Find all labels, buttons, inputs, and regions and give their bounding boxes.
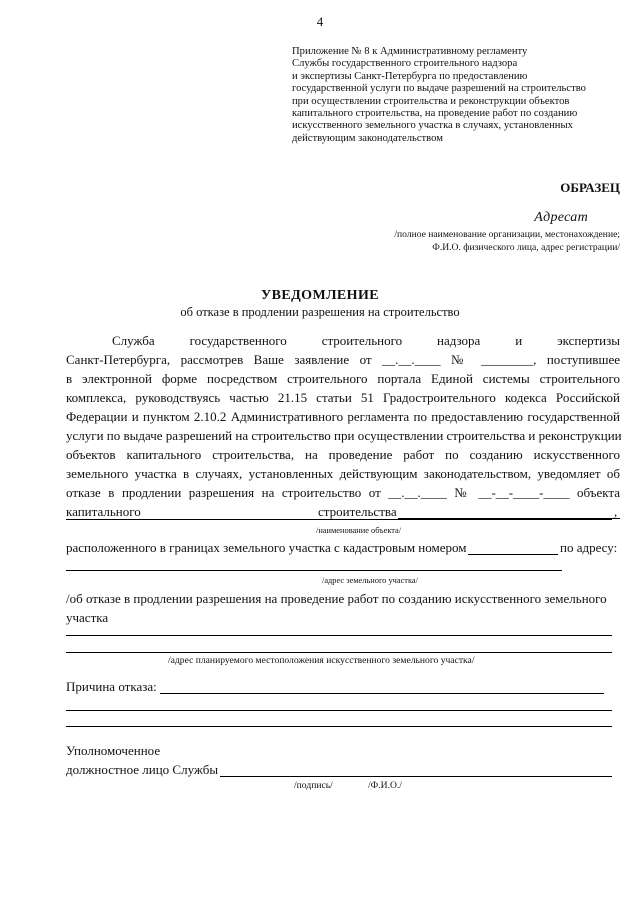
document-subtitle: об отказе в продлении разрешения на строительство — [180, 305, 460, 319]
addressee-note — [394, 229, 620, 254]
artificial-line: участка — [66, 610, 109, 625]
artificial-line: /об отказе в продлении разрешения на проведение работ по созданию искусственного земельного — [66, 591, 607, 606]
body-line: земельного участка в случаях, установленных действующим законодательством, уведомляет об — [66, 466, 620, 481]
page-number: 4 — [316, 14, 324, 29]
official-line: должностное лицо Службы — [66, 762, 219, 777]
appendix-line: действующим законодательством — [292, 132, 443, 144]
body-line: в электронной форме посредством строительного портала Единой системы строительного — [66, 371, 620, 386]
addressee-note-line: Ф.И.О. физического лица, адрес регистрации/ — [432, 241, 620, 253]
artificial-location-field[interactable] — [66, 635, 612, 636]
addressee-note-line: /полное наименование организации, местонахождение; — [394, 229, 620, 240]
addressee-label: Адресат — [534, 210, 588, 225]
refusal-reason-label: Причина отказа: — [66, 679, 157, 694]
artificial-location-caption: /адрес планируемого местоположения искусственного земельного участка/ — [168, 655, 475, 666]
signature-caption: /подпись/ — [294, 780, 333, 791]
body-line: комплекса, руководствуясь частью 21.15 статьи 51 Градостроительного кодекса Российской — [66, 390, 620, 405]
body-line: Санкт-Петербурга, рассмотрев Ваше заявление от __.__.____ № ________, поступившее — [66, 352, 620, 367]
artificial-location-field-2[interactable] — [66, 652, 612, 653]
official-line: Уполномоченное — [66, 743, 161, 758]
trailing-comma: , — [614, 504, 618, 519]
appendix-line: искусственного земельного участка в случаях, установленных — [292, 120, 573, 132]
signature-field[interactable] — [220, 776, 612, 777]
appendix-line: Службы государственного строительного надзора — [292, 58, 518, 70]
cadastral-prefix: расположенного в границах земельного участка с кадастровым номером — [66, 540, 467, 555]
refusal-reason-field[interactable] — [160, 693, 604, 694]
appendix-line: капитального строительства, на проведение работ по созданию — [292, 108, 578, 120]
sample-label: ОБРАЗЕЦ — [560, 180, 620, 195]
object-name-field-2[interactable] — [66, 519, 612, 520]
appendix-line: государственной услуги по выдаче разрешений на строительство — [292, 83, 586, 95]
fio-caption: /Ф.И.О./ — [368, 780, 402, 791]
body-line: отказе в продлении разрешения на строительство от __.__.____ № __-__-____-____ объекта — [66, 485, 620, 500]
cadastral-number-field[interactable] — [468, 554, 558, 555]
body-line: Федерации и пунктом 2.10.2 Административного регламента по предоставлению государственной — [66, 409, 620, 424]
object-name-caption: /наименование объекта/ — [316, 526, 402, 535]
document-title: УВЕДОМЛЕНИЕ — [261, 288, 379, 303]
appendix-line: Приложение № 8 к Административному регламенту — [292, 46, 528, 57]
appendix-line: и экспертизы Санкт-Петербурга по предоставлению — [292, 70, 528, 82]
body-line: Служба государственного строительного надзора и экспертизы — [112, 333, 620, 348]
appendix-line: при осуществлении строительства и реконструкции объектов — [292, 95, 570, 107]
cadastral-suffix: по адресу: — [560, 540, 618, 555]
appendix-header — [292, 46, 637, 145]
land-address-field[interactable] — [66, 570, 562, 571]
capital-word: капитального — [66, 504, 141, 519]
refusal-reason-field-3[interactable] — [66, 726, 612, 727]
land-address-caption: /адрес земельного участка/ — [322, 576, 418, 585]
construction-word: строительства — [318, 504, 397, 519]
body-line: объектов капитального строительства, на проведение работ по созданию искусственного — [66, 447, 620, 462]
body-line: услуги по выдаче разрешений на строительство при осуществлении строительства и реконструкции — [66, 428, 622, 443]
refusal-reason-field-2[interactable] — [66, 710, 612, 711]
